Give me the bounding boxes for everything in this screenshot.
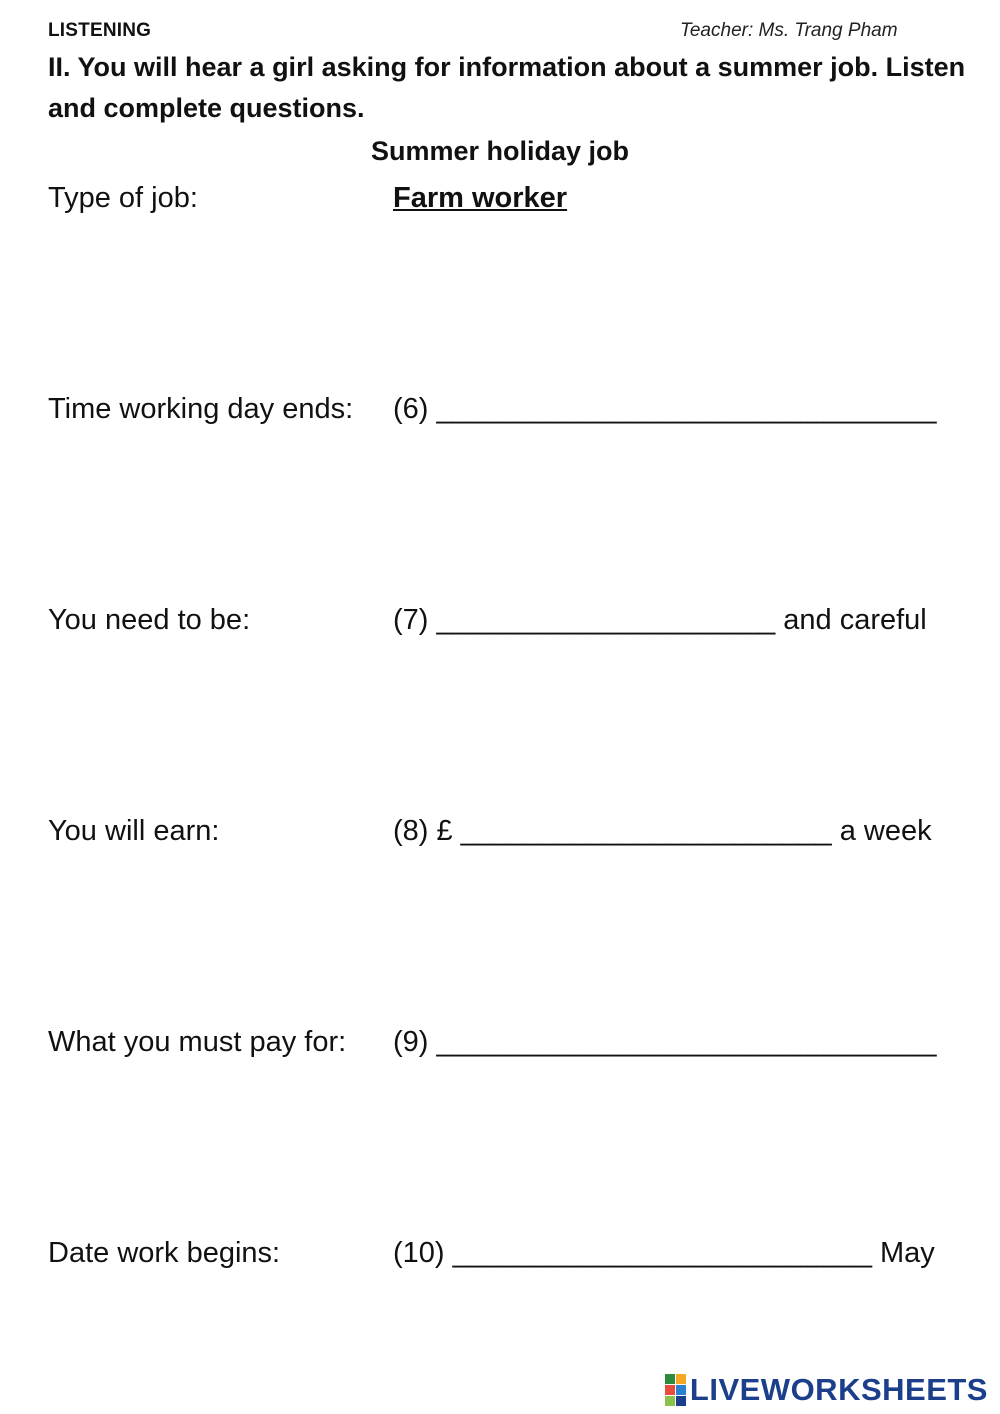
teacher-name: Teacher: Ms. Trang Pham xyxy=(680,20,898,41)
answer-blank-6[interactable]: (6) _______________________________ xyxy=(393,393,937,425)
row-label-date-work-begins: Date work begins: xyxy=(48,1237,281,1269)
logo-text: LIVEWORKSHEETS xyxy=(689,1372,988,1407)
row-label-must-pay-for: What you must pay for: xyxy=(48,1026,347,1058)
liveworksheets-logo[interactable] xyxy=(665,1372,988,1408)
instruction-text: II. You will hear a girl asking for information about a summer job. Listen and complete questions. xyxy=(48,52,966,123)
answer-blank-7[interactable]: (7) _____________________ and careful xyxy=(393,604,927,636)
form-title: Summer holiday job xyxy=(370,136,630,166)
row-label-will-earn: You will earn: xyxy=(48,815,220,847)
row-label-time-day-ends: Time working day ends: xyxy=(48,393,354,425)
answer-blank-9[interactable]: (9) _______________________________ xyxy=(393,1026,937,1058)
answer-blank-8[interactable]: (8) £ _______________________ a week xyxy=(393,815,932,847)
row-label-need-to-be: You need to be: xyxy=(48,604,251,636)
row-label-type-of-job: Type of job: xyxy=(48,182,198,214)
logo-blocks-icon xyxy=(665,1374,686,1406)
answer-type-of-job: Farm worker xyxy=(393,182,568,214)
section-label: LISTENING xyxy=(48,20,152,41)
answer-blank-10[interactable]: (10) __________________________ May xyxy=(393,1237,935,1269)
